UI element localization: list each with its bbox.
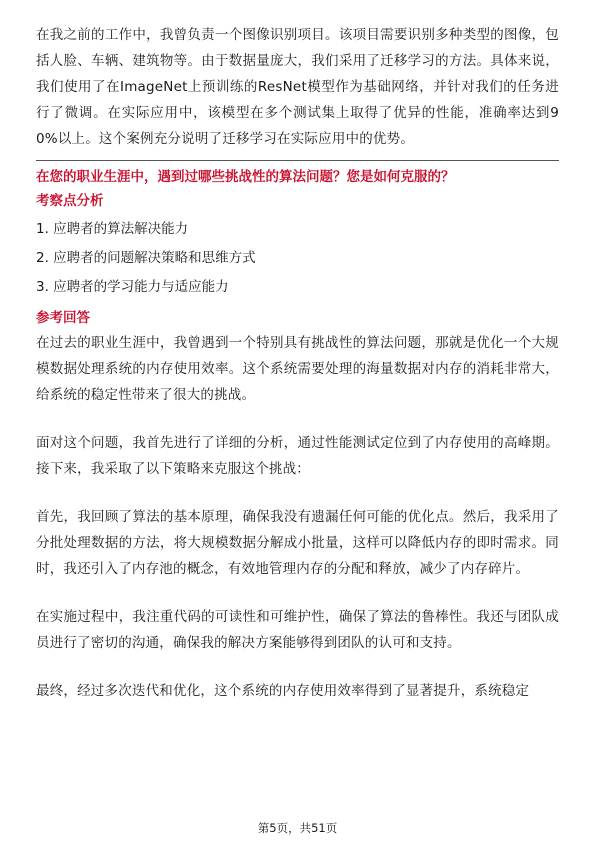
answer-paragraph: 首先，我回顾了算法的基本原理，确保我没有遗漏任何可能的优化点。然后，我采用了分批处理数据的方法，将大规模数据分解成小批量，这样可以降低内存的即时需求。同时，我还引入了内存池的概念，有效地管理内存的分配和释放，减少了内存碎片。 [36, 509, 559, 577]
answer-paragraph: 最终，经过多次迭代和优化，这个系统的内存使用效率得到了显著提升，系统稳定 [36, 683, 530, 699]
answer-paragraph: 面对这个问题，我首先进行了详细的分析，通过性能测试定位到了内存使用的高峰期。接下来，我采取了以下策略来克服这个挑战： [36, 435, 559, 477]
analysis-item: 1. 应聘者的算法解决能力 [36, 221, 189, 237]
interview-question: 在您的职业生涯中，遇到过哪些挑战性的算法问题？您是如何克服的？ [36, 169, 455, 185]
page-number: 第5页，共51页 [257, 821, 338, 835]
analysis-item: 2. 应聘者的问题解决策略和思维方式 [36, 250, 256, 266]
answer-paragraph: 在实施过程中，我注重代码的可读性和可维护性，确保了算法的鲁棒性。我还与团队成员进行了密切的沟通，确保我的解决方案能够得到团队的认可和支持。 [36, 609, 559, 651]
analysis-item: 3. 应聘者的学习能力与适应能力 [36, 279, 229, 295]
paragraph-gap [36, 482, 559, 504]
answer-heading: 参考回答 [36, 310, 90, 326]
paragraph-gap [36, 408, 559, 430]
answer-paragraph: 在过去的职业生涯中，我曾遇到一个特别具有挑战性的算法问题，那就是优化一个大规模数据处理系统的内存使用效率。这个系统需要处理的海量数据对内存的消耗非常大，给系统的稳定性带来了很大的挑战。 [36, 335, 559, 403]
analysis-list [36, 215, 559, 302]
analysis-heading: 考察点分析 [36, 193, 104, 209]
paragraph-gap [36, 582, 559, 604]
section-divider [36, 160, 559, 161]
intro-paragraph: 在我之前的工作中，我曾负责一个图像识别项目。该项目需要识别多种类型的图像，包括人脸、车辆、建筑物等。由于数据量庞大，我们采用了迁移学习的方法。具体来说，我们使用了在ImageNet上预训练的ResNet模型作为基础网络，并针对我们的任务进行了微调。在实际应用中，该模型在多个测试集上取得了优异的性能，准确率达到90%以上。这个案例充分说明了迁移学习在实际应用中的优势。 [36, 27, 559, 147]
paragraph-gap [36, 656, 559, 678]
